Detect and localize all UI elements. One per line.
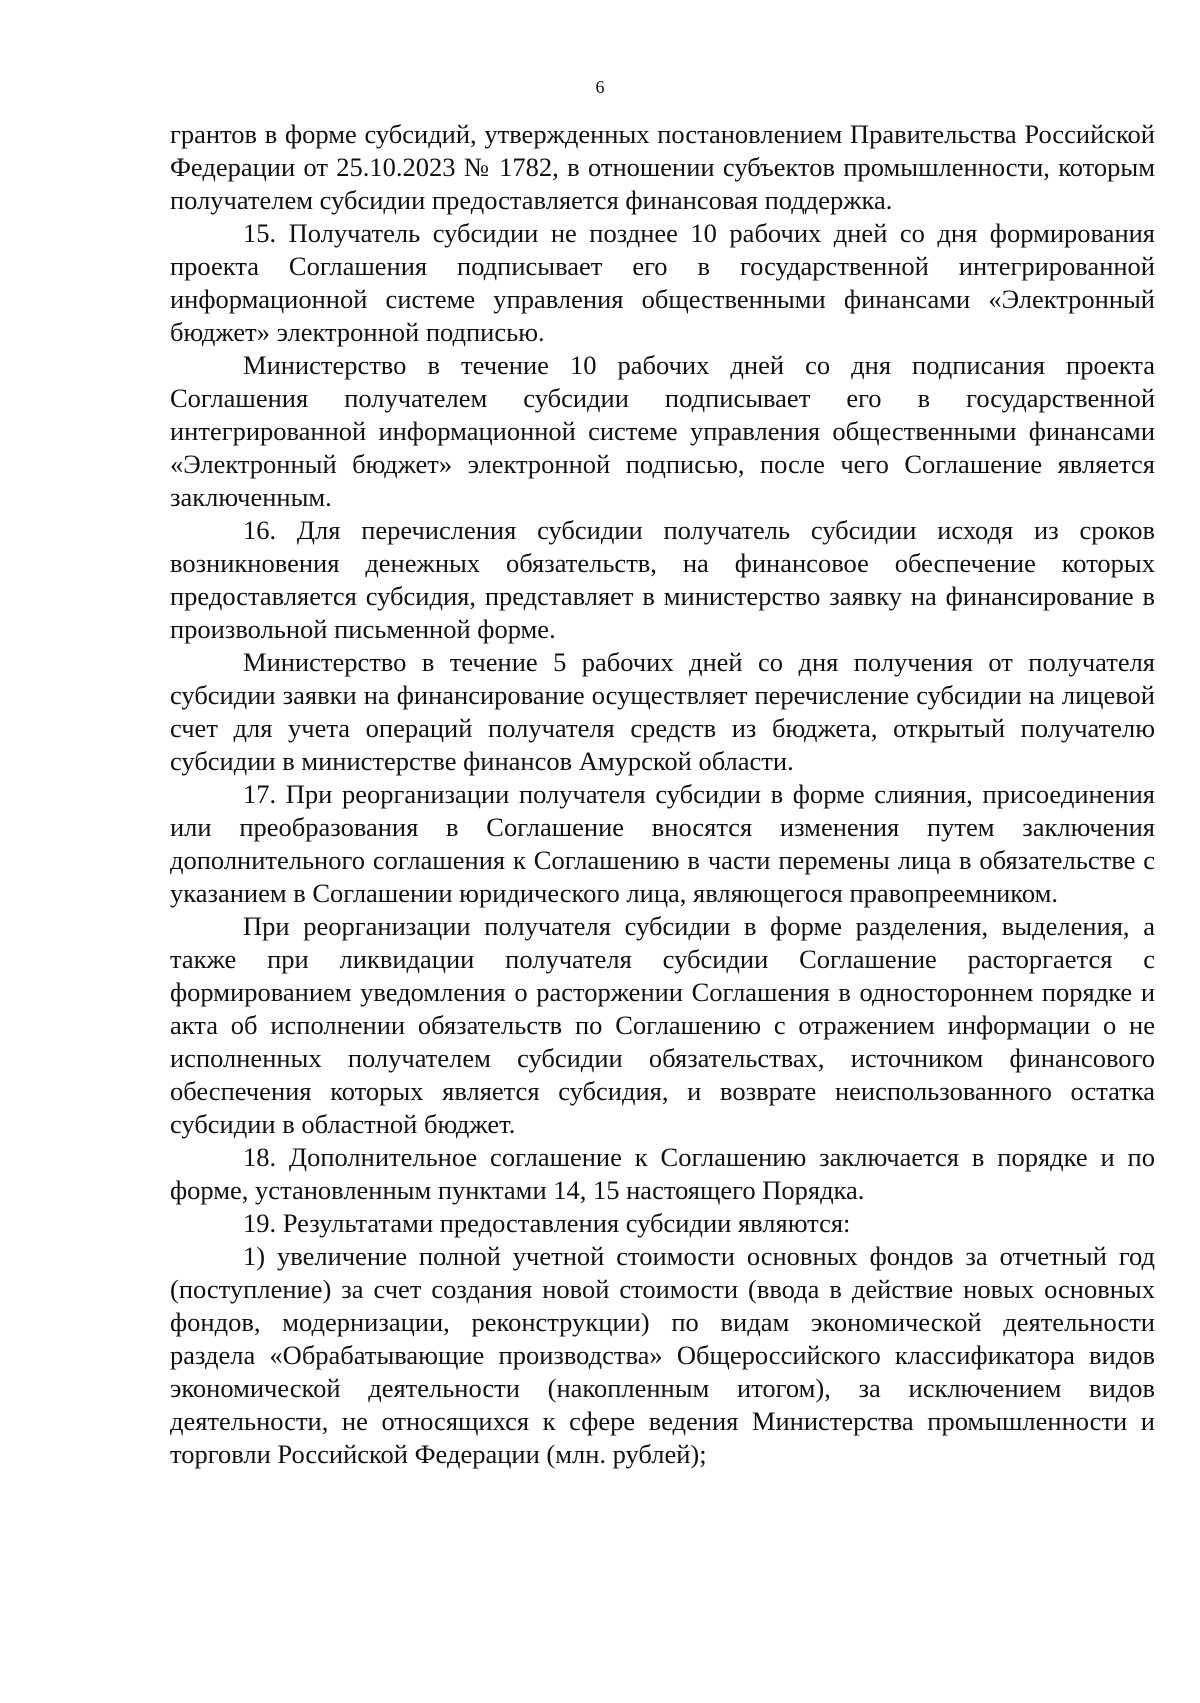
paragraph-item-15: 15. Получатель субсидии не позднее 10 рабочих дней со дня формирования проекта Соглашения подписывает его в государственной интегрированной информационной системе управления общественными финансами «Электронный бюджет» электронной подписью. [170, 218, 1155, 347]
paragraph-item-16: 16. Для перечисления субсидии получатель субсидии исходя из сроков возникновения денежных обязательств, на финансовое обеспечение которых предоставляется субсидия, представляет в министерство заявку на финансирование в произвольной письменной форме. [170, 515, 1155, 644]
paragraph-result-1: 1) увеличение полной учетной стоимости основных фондов за отчетный год (поступление) за счет создания новой стоимости (ввода в действие новых основных фондов, модернизации, реконструкции) по видам экономической деятельности раздела «Обрабатывающие производства» Общероссийского классификатора видов экономической деятельности (накопленным итогом), за исключением видов деятельности, не относящихся к сфере ведения Министерства промышленности и торговли Российской Федерации (млн. рублей); [170, 1241, 1155, 1469]
paragraph-ministry-signing: Министерство в течение 10 рабочих дней со дня подписания проекта Соглашения получателем субсидии подписывает его в государственной интегрированной информационной системе управления общественными финансами «Электронный бюджет» электронной подписью, после чего Соглашение является заключенным. [170, 350, 1155, 512]
document-body [170, 118, 1155, 1471]
page-number: 6 [595, 77, 605, 97]
paragraph-ministry-transfer: Министерство в течение 5 рабочих дней со дня получения от получателя субсидии заявки на финансирование осуществляет перечисление субсидии на лицевой счет для учета операций получателя средств из бюджета, открытый получателю субсидии в министерстве финансов Амурской области. [170, 647, 1155, 776]
paragraph-item-17: 17. При реорганизации получателя субсидии в форме слияния, присоединения или преобразования в Соглашение вносятся изменения путем заключения дополнительного соглашения к Соглашению в части перемены лица в обязательстве с указанием в Соглашении юридического лица, являющегося правопреемником. [170, 779, 1155, 908]
paragraph-continuation: грантов в форме субсидий, утвержденных постановлением Правительства Российской Федерации от 25.10.2023 № 1782, в отношении субъектов промышленности, которым получателем субсидии предоставляется финансовая поддержка. [170, 119, 1155, 215]
paragraph-item-18: 18. Дополнительное соглашение к Соглашению заключается в порядке и по форме, установленным пунктами 14, 15 настоящего Порядка. [170, 1142, 1155, 1205]
paragraph-reorganization-termination: При реорганизации получателя субсидии в форме разделения, выделения, а также при ликвидации получателя субсидии Соглашение расторгается с формированием уведомления о расторжении Соглашения в одностороннем порядке и акта об исполнении обязательств по Соглашению с отражением информации о не исполненных получателем субсидии обязательствах, источником финансового обеспечения которых является субсидия, и возврате неиспользованного остатка субсидии в областной бюджет. [170, 911, 1155, 1139]
paragraph-item-19: 19. Результатами предоставления субсидии являются: [243, 1208, 851, 1238]
